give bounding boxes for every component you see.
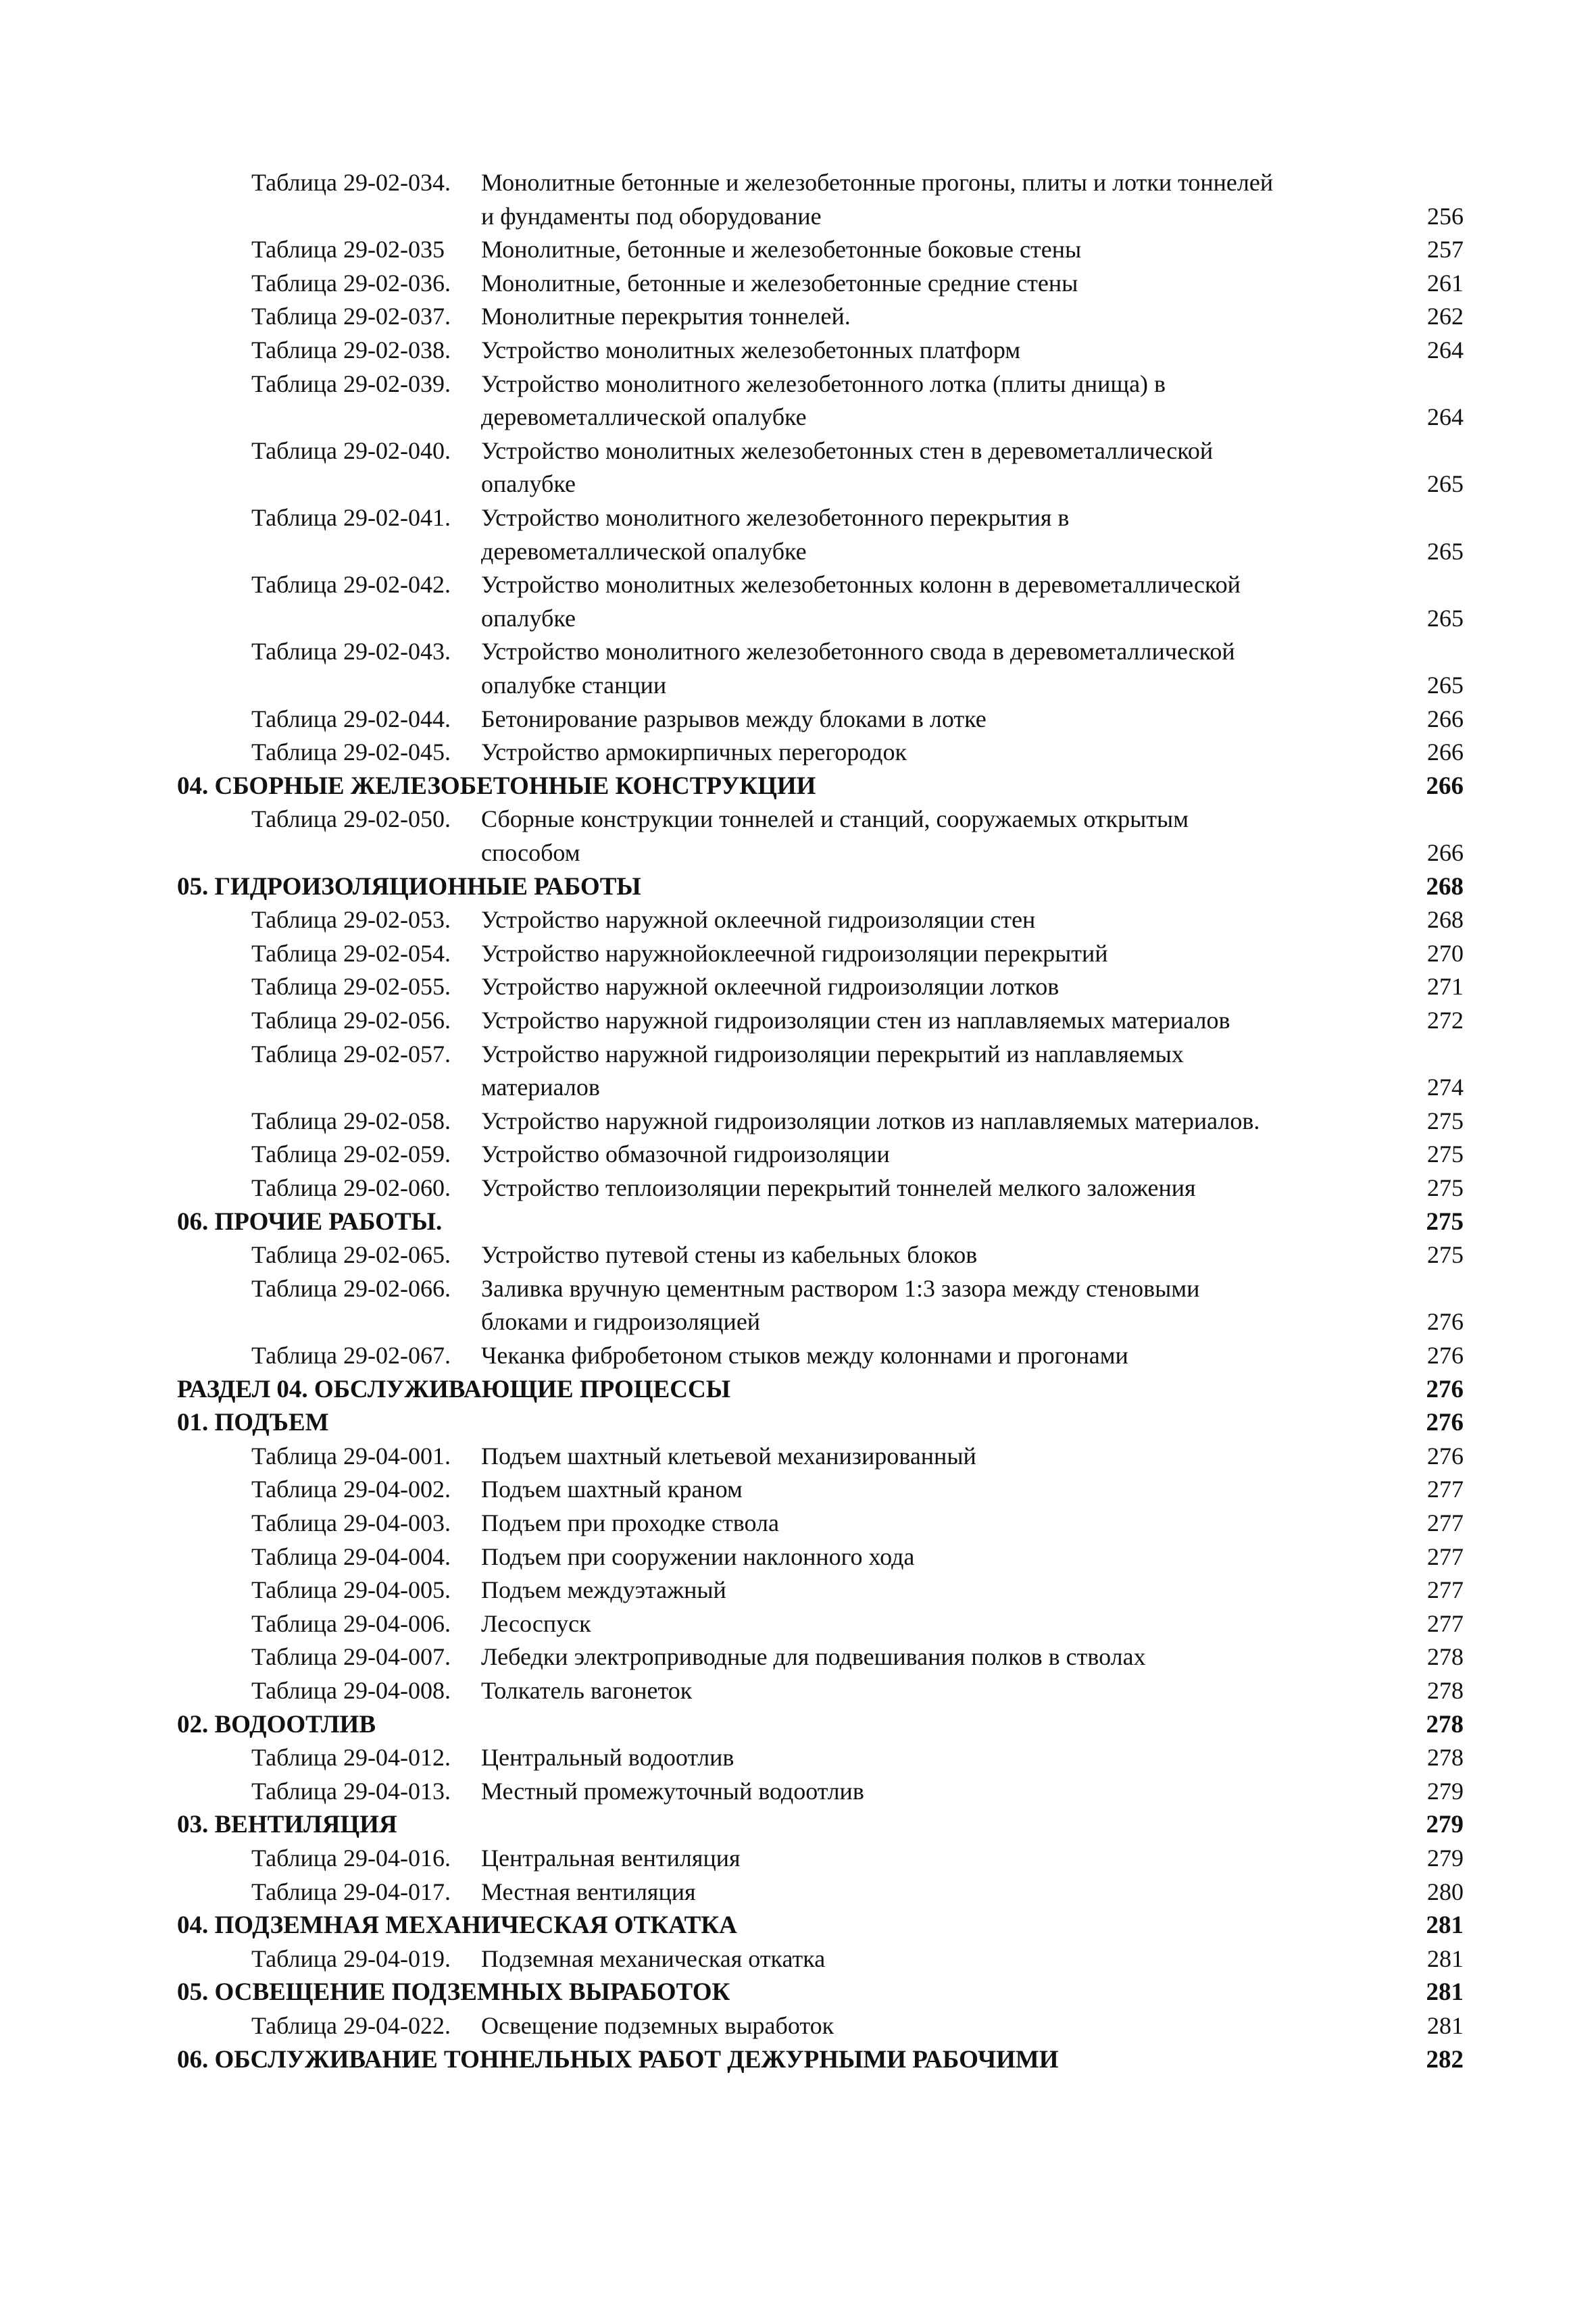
toc-entry-code: Таблица 29-04-007. <box>251 1643 451 1670</box>
toc-page-number: 276 <box>1427 1342 1464 1369</box>
toc-entry-title: Устройство обмазочной гидроизоляции <box>481 1141 890 1168</box>
toc-entry-title: Устройство монолитных железобетонных колонн в деревометаллической <box>481 571 1241 598</box>
toc-page-number: 277 <box>1427 1543 1464 1570</box>
toc-entry-code: Таблица 29-04-002. <box>251 1476 451 1503</box>
toc-entry-title: Центральная вентиляция <box>481 1845 741 1872</box>
toc-entry-code: Таблица 29-02-042. <box>251 571 451 598</box>
toc-page-number: 277 <box>1427 1610 1464 1637</box>
toc-entry-title: Устройство наружной оклеечной гидроизоляции лотков <box>481 973 1059 1000</box>
toc-entry-title: Чеканка фибробетоном стыков между колоннами и прогонами <box>481 1342 1128 1369</box>
toc-entry-title: Монолитные, бетонные и железобетонные средние стены <box>481 270 1078 297</box>
toc-entry-code: Таблица 29-02-055. <box>251 973 451 1000</box>
toc-entry-title: Лебедки электроприводные для подвешивания полков в стволах <box>481 1643 1146 1670</box>
toc-entry-code: Таблица 29-02-054. <box>251 940 451 967</box>
toc-entry-title: Монолитные бетонные и железобетонные прогоны, плиты и лотки тоннелей <box>481 169 1274 196</box>
toc-section-title: 05. ГИДРОИЗОЛЯЦИОННЫЕ РАБОТЫ <box>177 873 641 901</box>
toc-entry-title: Толкатель вагонеток <box>481 1677 693 1704</box>
toc-entry-title-continuation: опалубке <box>481 605 576 632</box>
toc-entry-code: Таблица 29-02-043. <box>251 638 451 665</box>
toc-entry-title: Монолитные перекрытия тоннелей. <box>481 303 851 330</box>
toc-page-number: 265 <box>1427 672 1464 699</box>
toc-entry-code: Таблица 29-04-022. <box>251 2012 451 2039</box>
toc-page-number: 279 <box>1426 1811 1464 1838</box>
toc-entry-code: Таблица 29-02-040. <box>251 437 451 464</box>
toc-entry-code: Таблица 29-02-041. <box>251 504 451 531</box>
toc-page-number: 277 <box>1427 1576 1464 1603</box>
toc-section-title: РАЗДЕЛ 04. ОБСЛУЖИВАЮЩИЕ ПРОЦЕССЫ <box>177 1376 731 1403</box>
toc-page-number: 275 <box>1427 1174 1464 1201</box>
toc-entry-title: Местная вентиляция <box>481 1878 696 1905</box>
toc-entry-code: Таблица 29-04-001. <box>251 1443 451 1470</box>
toc-entry-title: Устройство армокирпичных перегородок <box>481 738 907 766</box>
toc-entry-title: Устройство монолитных железобетонных стен в деревометаллической <box>481 437 1214 464</box>
toc-entry-title-continuation: деревометаллической опалубке <box>481 403 807 430</box>
toc-page-number: 268 <box>1426 873 1464 901</box>
toc-entry-title: Устройство монолитного железобетонного лотка (плиты днища) в <box>481 370 1166 397</box>
toc-page-number: 279 <box>1427 1845 1464 1872</box>
toc-entry-code: Таблица 29-02-067. <box>251 1342 451 1369</box>
toc-entry-code: Таблица 29-04-004. <box>251 1543 451 1570</box>
toc-page-number: 264 <box>1427 336 1464 364</box>
toc-entry-code: Таблица 29-02-056. <box>251 1007 451 1034</box>
toc-page-number: 281 <box>1427 2012 1464 2039</box>
toc-entry-title: Устройство наружной гидроизоляции стен из наплавляемых материалов <box>481 1007 1230 1034</box>
toc-page-number: 281 <box>1427 1945 1464 1972</box>
toc-entry-title: Подъем шахтный клетьевой механизированный <box>481 1443 976 1470</box>
toc-entry-code: Таблица 29-04-006. <box>251 1610 451 1637</box>
toc-entry-title: Подъем шахтный краном <box>481 1476 743 1503</box>
toc-entry-code: Таблица 29-02-065. <box>251 1241 451 1268</box>
toc-entry-code: Таблица 29-04-005. <box>251 1576 451 1603</box>
toc-entry-code: Таблица 29-02-060. <box>251 1174 451 1201</box>
toc-page-number: 275 <box>1427 1241 1464 1268</box>
toc-entry-code: Таблица 29-04-003. <box>251 1509 451 1536</box>
toc-page-number: 262 <box>1427 303 1464 330</box>
toc-entry-code: Таблица 29-04-019. <box>251 1945 451 1972</box>
toc-page-number: 266 <box>1427 738 1464 766</box>
toc-entry-code: Таблица 29-04-017. <box>251 1878 451 1905</box>
toc-entry-title: Устройство монолитного железобетонного свода в деревометаллической <box>481 638 1235 665</box>
toc-entry-title: Сборные конструкции тоннелей и станций, сооружаемых открытым <box>481 805 1189 832</box>
toc-page-number: 278 <box>1427 1643 1464 1670</box>
toc-page-number: 276 <box>1427 1443 1464 1470</box>
toc-section-title: 02. ВОДООТЛИВ <box>177 1711 376 1738</box>
toc-entry-title: Центральный водоотлив <box>481 1744 734 1771</box>
toc-section-title: 05. ОСВЕЩЕНИЕ ПОДЗЕМНЫХ ВЫРАБОТОК <box>177 1978 730 2006</box>
toc-entry-title: Устройство наружной оклеечной гидроизоляции стен <box>481 906 1036 933</box>
toc-entry-code: Таблица 29-02-034. <box>251 169 451 196</box>
toc-entry-title: Заливка вручную цементным раствором 1:3 зазора между стеновыми <box>481 1275 1200 1302</box>
toc-entry-code: Таблица 29-04-013. <box>251 1778 451 1805</box>
toc-page-number: 272 <box>1427 1007 1464 1034</box>
toc-entry-code: Таблица 29-02-057. <box>251 1041 451 1068</box>
toc-entry-title: Устройство наружной гидроизоляции лотков из наплавляемых материалов. <box>481 1107 1260 1134</box>
toc-entry-title: Устройство теплоизоляции перекрытий тоннелей мелкого заложения <box>481 1174 1196 1201</box>
toc-entry-title: Бетонирование разрывов между блоками в лотке <box>481 705 987 732</box>
toc-entry-title-continuation: блоками и гидроизоляцией <box>481 1308 761 1335</box>
toc-page-number: 265 <box>1427 605 1464 632</box>
toc-entry-code: Таблица 29-02-036. <box>251 270 451 297</box>
toc-page-number: 264 <box>1427 403 1464 430</box>
toc-page-number: 278 <box>1427 1677 1464 1704</box>
toc-entry-title-continuation: деревометаллической опалубке <box>481 538 807 565</box>
toc-entry-code: Таблица 29-02-039. <box>251 370 451 397</box>
toc-section-title: 04. ПОДЗЕМНАЯ МЕХАНИЧЕСКАЯ ОТКАТКА <box>177 1911 737 1939</box>
toc-page-number: 276 <box>1426 1409 1464 1436</box>
toc-entry-title: Устройство монолитного железобетонного перекрытия в <box>481 504 1070 531</box>
toc-entry-code: Таблица 29-02-050. <box>251 805 451 832</box>
toc-entry-title: Подземная механическая откатка <box>481 1945 826 1972</box>
toc-entry-title: Монолитные, бетонные и железобетонные боковые стены <box>481 236 1082 263</box>
toc-entry-title: Подъем при сооружении наклонного хода <box>481 1543 915 1570</box>
toc-page-number: 280 <box>1427 1878 1464 1905</box>
toc-page-number: 275 <box>1427 1141 1464 1168</box>
toc-page-number: 277 <box>1427 1476 1464 1503</box>
toc-entry-code: Таблица 29-02-044. <box>251 705 451 732</box>
toc-page-number: 277 <box>1427 1509 1464 1536</box>
toc-entry-code: Таблица 29-02-045. <box>251 738 451 766</box>
toc-entry-code: Таблица 29-04-016. <box>251 1845 451 1872</box>
toc-page-number: 279 <box>1427 1778 1464 1805</box>
toc-entry-title: Подъем при проходке ствола <box>481 1509 779 1536</box>
toc-entry-code: Таблица 29-04-008. <box>251 1677 451 1704</box>
toc-page-number: 268 <box>1427 906 1464 933</box>
toc-page-number: 276 <box>1426 1376 1464 1403</box>
toc-entry-code: Таблица 29-02-058. <box>251 1107 451 1134</box>
toc-page-number: 278 <box>1426 1711 1464 1738</box>
toc-page-number: 266 <box>1426 772 1464 800</box>
toc-page-number: 274 <box>1427 1074 1464 1101</box>
toc-entry-title-continuation: материалов <box>481 1074 600 1101</box>
toc-page-number: 278 <box>1427 1744 1464 1771</box>
toc-entry-title: Подъем междуэтажный <box>481 1576 726 1603</box>
toc-section-title: 06. ОБСЛУЖИВАНИЕ ТОННЕЛЬНЫХ РАБОТ ДЕЖУРНЫМИ РАБОЧИМИ <box>177 2046 1059 2074</box>
toc-page-number: 282 <box>1426 2046 1464 2074</box>
toc-page-number: 275 <box>1427 1107 1464 1134</box>
toc-entry-code: Таблица 29-02-035 <box>251 236 445 263</box>
toc-entry-title: Освещение подземных выработок <box>481 2012 834 2039</box>
toc-page-number: 257 <box>1427 236 1464 263</box>
toc-entry-title: Лесоспуск <box>481 1610 591 1637</box>
toc-entry-code: Таблица 29-02-059. <box>251 1141 451 1168</box>
toc-entry-title-continuation: и фундаменты под оборудование <box>481 203 822 230</box>
toc-page-number: 266 <box>1427 839 1464 866</box>
toc-page-number: 275 <box>1426 1208 1464 1236</box>
toc-entry-code: Таблица 29-02-038. <box>251 336 451 364</box>
toc-entry-title: Устройство путевой стены из кабельных блоков <box>481 1241 978 1268</box>
toc-entry-title: Устройство наружнойоклеечной гидроизоляции перекрытий <box>481 940 1108 967</box>
toc-page-number: 261 <box>1427 270 1464 297</box>
toc-section-title: 03. ВЕНТИЛЯЦИЯ <box>177 1811 397 1838</box>
toc-page-number: 281 <box>1426 1911 1464 1939</box>
toc-entry-title-continuation: опалубке <box>481 470 576 497</box>
toc-section-title: 06. ПРОЧИЕ РАБОТЫ. <box>177 1208 443 1236</box>
toc-page-number: 256 <box>1427 203 1464 230</box>
toc-entry-title-continuation: способом <box>481 839 580 866</box>
toc-page-number: 265 <box>1427 470 1464 497</box>
toc-entry-code: Таблица 29-02-053. <box>251 906 451 933</box>
toc-page-number: 270 <box>1427 940 1464 967</box>
toc-page-number: 276 <box>1427 1308 1464 1335</box>
toc-page-number: 266 <box>1427 705 1464 732</box>
toc-page-number: 281 <box>1426 1978 1464 2006</box>
toc-entry-title: Устройство наружной гидроизоляции перекрытий из наплавляемых <box>481 1041 1184 1068</box>
toc-entry-code: Таблица 29-04-012. <box>251 1744 451 1771</box>
toc-section-title: 04. СБОРНЫЕ ЖЕЛЕЗОБЕТОННЫЕ КОНСТРУКЦИИ <box>177 772 816 800</box>
toc-page-number: 271 <box>1427 973 1464 1000</box>
toc-entry-title: Местный промежуточный водоотлив <box>481 1778 864 1805</box>
toc-entry-code: Таблица 29-02-066. <box>251 1275 451 1302</box>
toc-entry-title: Устройство монолитных железобетонных платформ <box>481 336 1021 364</box>
toc-entry-title-continuation: опалубке станции <box>481 672 667 699</box>
toc-section-title: 01. ПОДЪЕМ <box>177 1409 329 1436</box>
toc-page-number: 265 <box>1427 538 1464 565</box>
toc-entry-code: Таблица 29-02-037. <box>251 303 451 330</box>
